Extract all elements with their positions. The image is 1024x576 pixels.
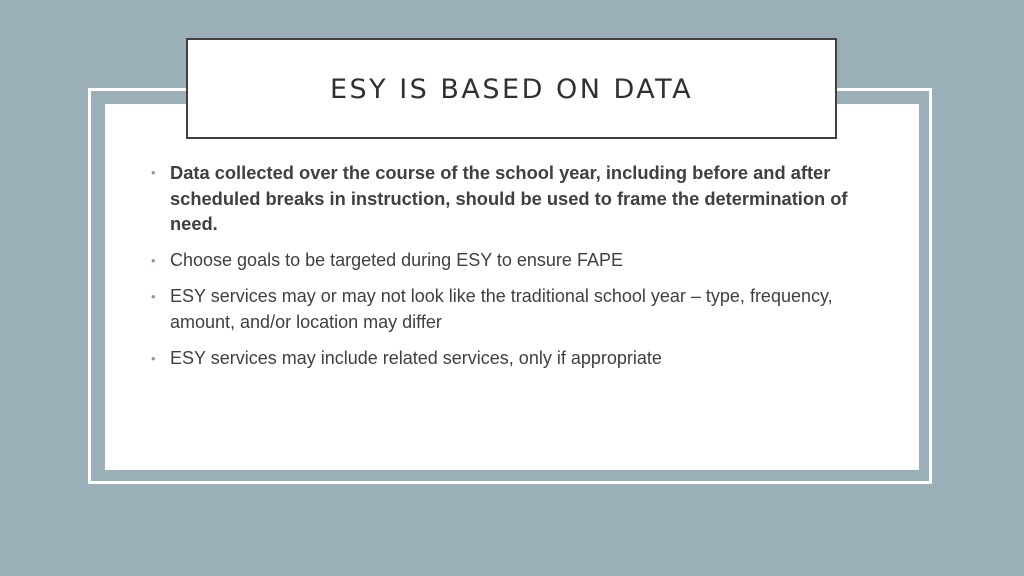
bullet-icon: •	[151, 165, 156, 180]
bullet-list	[150, 160, 880, 383]
bullet-text: ESY services may or may not look like the traditional school year – type, frequency, amount, and/or location may differ	[170, 286, 833, 332]
title-box	[186, 38, 837, 139]
bullet-icon: •	[151, 252, 156, 268]
bullet-item-related-services	[150, 346, 880, 372]
slide-title: ESY IS BASED ON DATA	[329, 74, 694, 105]
bullet-item-choose-goals	[150, 248, 880, 274]
bullet-item-esy-services-look	[150, 284, 880, 335]
bullet-icon: •	[151, 351, 156, 366]
bullet-icon: •	[151, 289, 156, 304]
bullet-text: Data collected over the course of the school year, including before and after scheduled breaks in instruction, should be used to frame the determination of need.	[170, 162, 848, 234]
bullet-item-data-collected	[150, 160, 880, 237]
bullet-text: ESY services may include related services, only if appropriate	[170, 348, 662, 368]
bullet-text: Choose goals to be targeted during ESY to ensure FAPE	[170, 249, 623, 270]
